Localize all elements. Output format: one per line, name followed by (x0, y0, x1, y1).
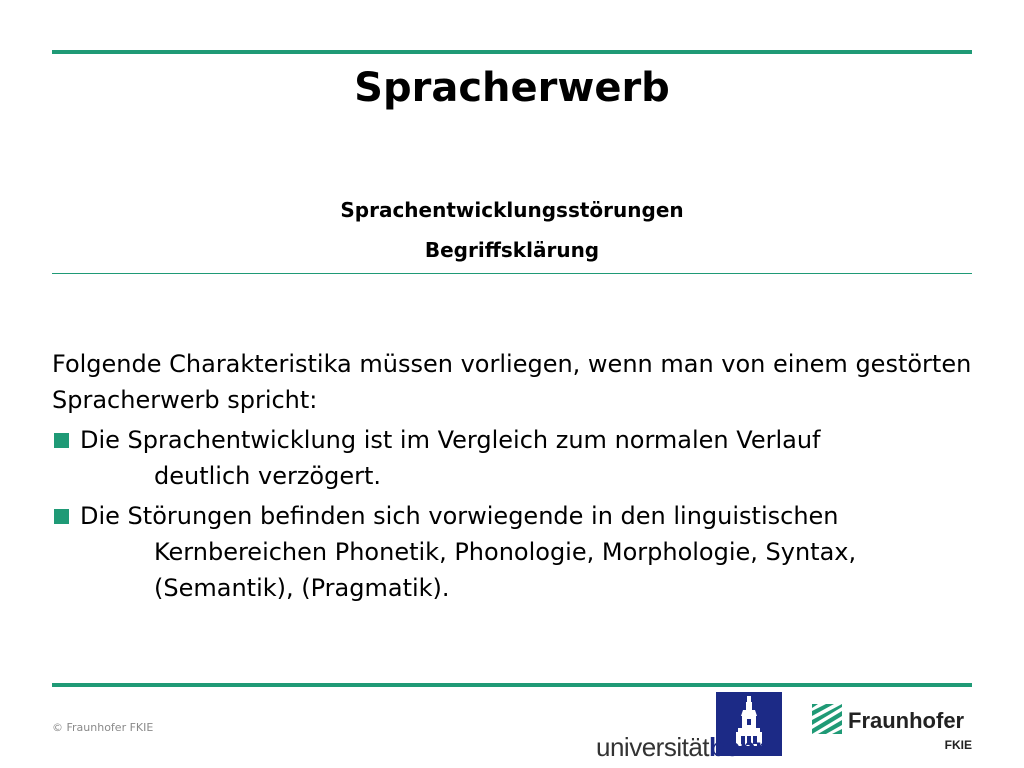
slide-title: Spracherwerb (354, 65, 670, 111)
fraunhofer-wordmark: Fraunhofer (848, 708, 965, 733)
subtitle-section: Begriffsklärung (424, 238, 600, 262)
subtitle-divider (52, 273, 972, 274)
bullet-text: Die Störungen befinden sich vorwiegende in den linguistischen (80, 502, 839, 530)
bullet-continuation: Kernbereichen Phonetik, Phonologie, Morphologie, Syntax, (Semantik), (Pragmatik). (154, 538, 857, 602)
university-bonn-logo (596, 692, 786, 762)
fkie-label: FKIE (944, 738, 972, 752)
top-rule (52, 50, 972, 54)
copyright-notice: © Fraunhofer FKIE (52, 721, 154, 734)
slide-content (52, 346, 972, 610)
fraunhofer-stripes-icon (812, 704, 842, 734)
bullet-text: Die Sprachentwicklung ist im Vergleich zum normalen Verlauf (80, 426, 821, 454)
bullet-item (52, 498, 972, 606)
square-bullet-icon (54, 433, 69, 448)
university-wordmark (596, 732, 771, 762)
university-wordmark-light: universität (596, 732, 709, 762)
bottom-rule (52, 683, 972, 687)
bullet-item (52, 422, 972, 494)
square-bullet-icon (54, 509, 69, 524)
university-wordmark-bold: bonn (709, 732, 771, 762)
bullet-continuation: deutlich verzögert. (154, 462, 382, 490)
fraunhofer-fkie-logo (812, 704, 974, 756)
intro-paragraph: Folgende Charakteristika müssen vorliegen, wenn man von einem gestörten Spracherwerb spricht: (52, 350, 972, 414)
subtitle-topic: Sprachentwicklungsstörungen (340, 198, 684, 222)
